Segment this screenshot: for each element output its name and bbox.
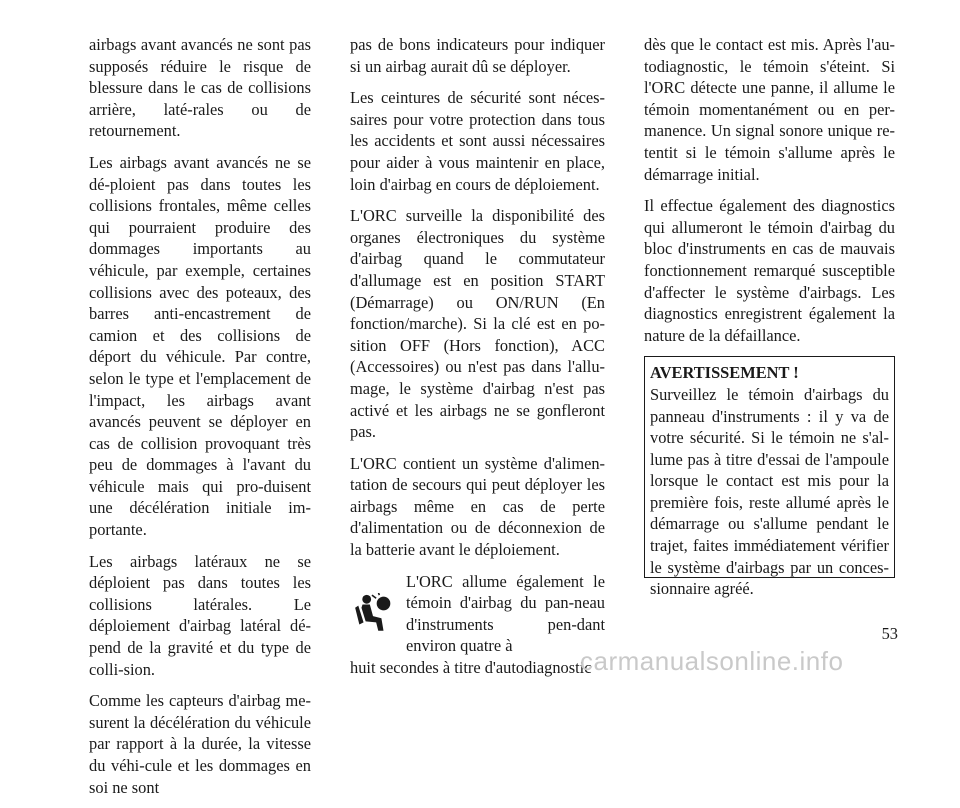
- paragraph: Il effectue également des diagnostics qui allumeront le témoin d'airbag du bloc d'instruments en cas de mauvais fonctionnement remarqué susceptible d'affecter le système d'airbags. Les diagnostics enregistrent également la nature de la défaillance.: [644, 196, 895, 345]
- text-column-left: [89, 34, 311, 808]
- paragraph: L'ORC surveille la disponibilité des organes électroniques du système d'airbag quand le commutateur d'allumage est en position START (Démarrage) ou ON/RUN (En fonction/marche). Si la clé est en po-sition OFF (Hors fonction), ACC (Accessoires) ou n'est pas dans l'allu-mage, le système d'airbag n'est pas activé et les airbags ne se gonfleront pas.: [350, 206, 605, 442]
- page-number: 53: [881, 624, 898, 643]
- icon-paragraph-text: L'ORC allume également le témoin d'airbag du pan-neau d'instruments pen-dant environ quatre à: [406, 571, 605, 656]
- warning-title: AVERTISSEMENT !: [650, 363, 799, 383]
- airbag-warning-paragraph: [350, 571, 605, 657]
- text-column-middle: [350, 34, 605, 689]
- paragraph: L'ORC contient un système d'alimen-tation de secours qui peut déployer les airbags même en cas de perte d'alimentation ou de déconnexion de la batterie avant le déploiement.: [350, 453, 605, 560]
- paragraph: dès que le contact est mis. Après l'au-todiagnostic, le témoin s'éteint. Si l'ORC détecte une panne, il allume le témoin momentanément ou en per-manence. Un signal sonore unique re-tentit si le témoin s'allume après le démarrage initial.: [644, 35, 895, 184]
- paragraph: Comme les capteurs d'airbag me-surent la décélération du véhicule par rapport à la durée, la vitesse du véhi-cule et les dommages en soi ne sont: [89, 691, 311, 797]
- airbag-warning-icon: [350, 571, 406, 657]
- paragraph: pas de bons indicateurs pour indiquer si un airbag aurait dû se déployer.: [350, 35, 605, 76]
- warning-text: Surveillez le témoin d'airbags du panneau d'instruments : il y va de votre sécurité. Si le témoin ne s'al-lume pas à titre d'essai de l'ampoule lorsque le contact est mis pour la première fois, reste allumé après le démarrage ou s'allume pendant le trajet, faites immédiatement vérifier le système d'airbags par un conces-sionnaire agréé.: [650, 384, 889, 599]
- text-column-right: [644, 34, 895, 599]
- paragraph: Les ceintures de sécurité sont néces-saires pour votre protection dans tous les accidents et sont aussi nécessaires pour aider à vous maintenir en place, loin d'airbag en cours de déploiement.: [350, 88, 605, 194]
- paragraph: Les airbags avant avancés ne se dé-ploient pas dans toutes les collisions frontales, même celles qui pourraient produire des dommages importants au véhicule, par exemple, certaines collisions avec des poteaux, des barres anti-encastrement de camion et des collisions de déport du véhicule. Par contre, selon le type et l'emplacement de l'impact, les airbags avant avancés peuvent se déployer en cas de collision provoquant très peu de dommages à l'avant du véhicule mais qui pro-duisent une décélération initiale im-portante.: [89, 152, 311, 540]
- watermark: carmanualsonline.info: [580, 646, 844, 676]
- paragraph: airbags avant avancés ne sont pas supposés réduire le risque de blessure dans le cas de collisions arrière, laté-rales ou de retournement.: [89, 35, 311, 141]
- paragraph: Les airbags latéraux ne se déploient pas dans toutes les collisions latérales. Le déploiement d'airbag latéral dé-pend de la gravité et du type de colli-sion.: [89, 551, 311, 679]
- paragraph: huit secondes à titre d'autodiagnostic: [350, 658, 592, 678]
- warning-box: [644, 356, 895, 599]
